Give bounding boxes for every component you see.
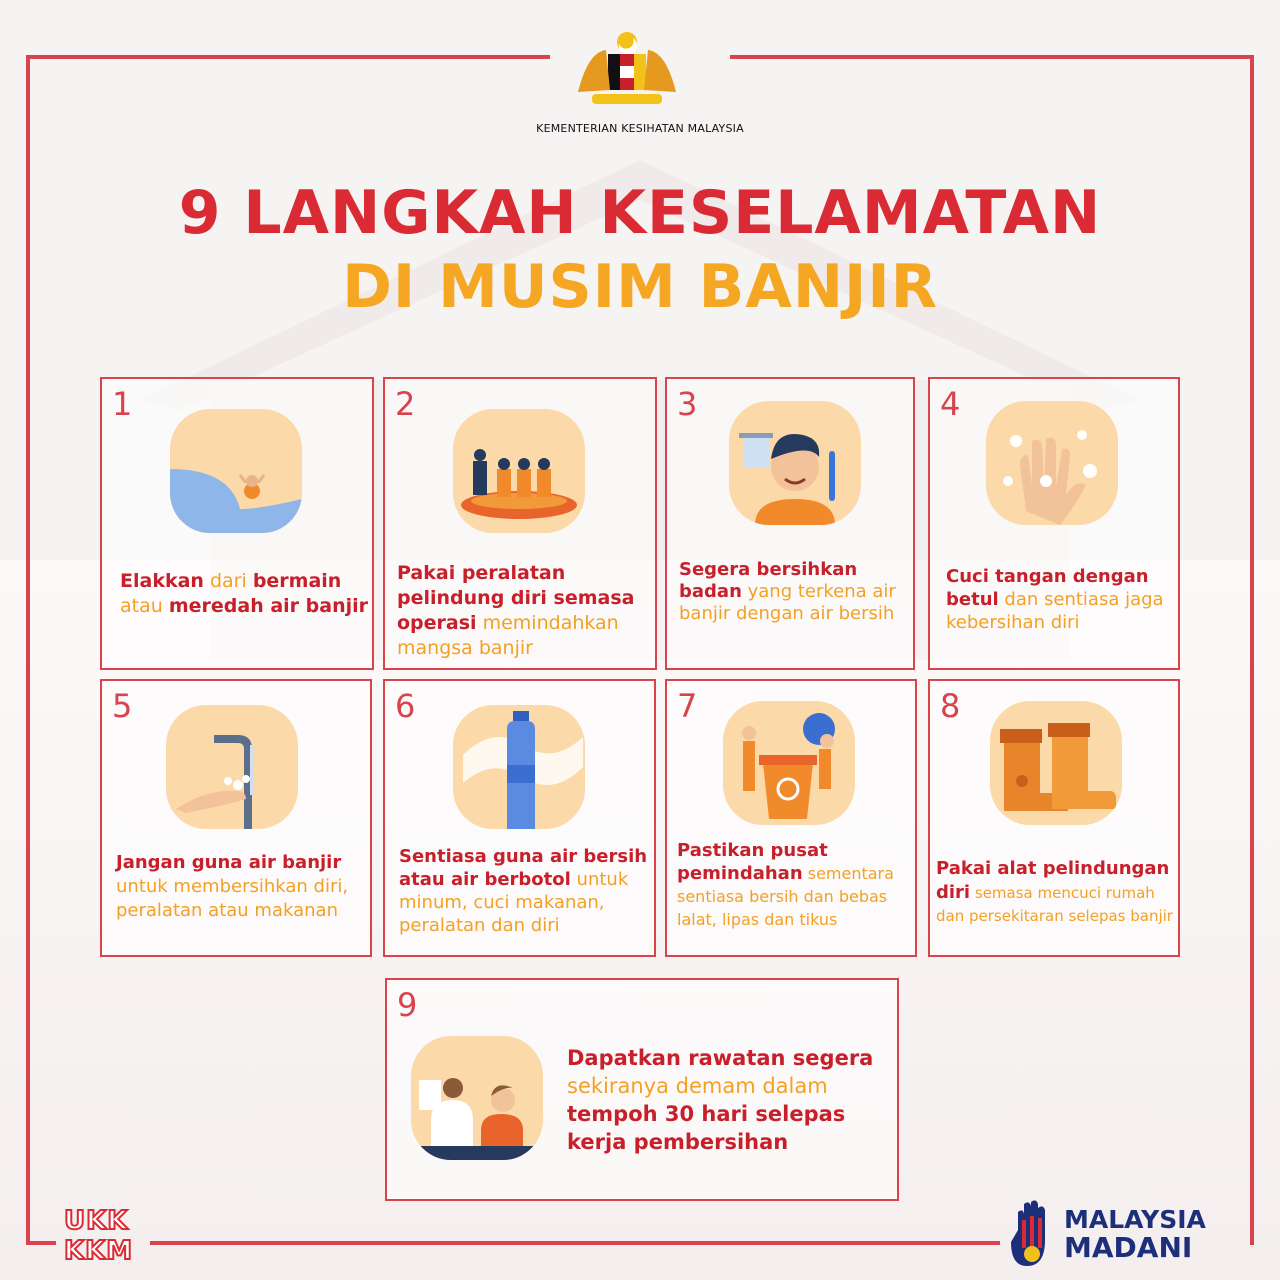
frame-bottom-mid [150, 1241, 1000, 1245]
step-text: Elakkan dari bermain atau meredah air banjir [120, 570, 368, 617]
madani-hand-icon [1010, 1200, 1060, 1270]
rescue-boat-icon [453, 409, 585, 533]
rubber-boots-icon [990, 701, 1122, 825]
water-bottle-icon [453, 705, 585, 829]
step-text: Jangan guna air banjir untuk membersihkan diri, peralatan atau makanan [116, 852, 349, 921]
step-card-9 [385, 978, 899, 1201]
step-number: 9 [397, 986, 418, 1024]
step-number: 5 [112, 687, 133, 725]
step-number: 7 [677, 687, 698, 725]
logo-line2: KKM [64, 1236, 134, 1266]
step-card-4 [928, 377, 1180, 670]
malaysia-madani-logo [1010, 1200, 1225, 1270]
tap-water-icon [166, 705, 298, 829]
malaysia-coat-of-arms-logo [572, 30, 682, 110]
logo-line1: UKK [64, 1206, 129, 1236]
step-number: 6 [395, 687, 416, 725]
frame-bottom-left [26, 1241, 56, 1245]
logo-line1: MALAYSIA [1064, 1205, 1206, 1234]
frame-top-right [730, 55, 1254, 59]
step-card-2 [383, 377, 657, 670]
step-text: Segera bersihkan badan yang terkena air banjir dengan air bersih [679, 559, 896, 624]
step-text: Dapatkan rawatan segera sekiranya demam dalam tempoh 30 hari selepas kerja pembersihan [567, 1046, 874, 1154]
man-with-toothbrush-icon [729, 401, 861, 525]
doctor-patient-icon [411, 1036, 543, 1160]
garbage-bin-cleaning-icon [723, 701, 855, 825]
frame-top-left [26, 55, 550, 59]
step-text: Pastikan pusat pemindahan sementara sentiasa bersih dan bebas lalat, lipas dan tikus [677, 840, 894, 929]
step-card-8 [928, 679, 1180, 957]
ukk-kkm-logo [64, 1206, 142, 1266]
step-card-1 [100, 377, 374, 670]
logo-line2: MADANI [1064, 1231, 1193, 1264]
drowning-child-icon [170, 409, 302, 533]
step-number: 3 [677, 385, 698, 423]
page-title-line2: DI MUSIM BANJIR [342, 252, 938, 322]
step-text: Cuci tangan dengan betul dan sentiasa jaga kebersihan diri [946, 566, 1164, 633]
step-card-5 [100, 679, 372, 957]
step-text: Pakai alat pelindungan diri semasa mencuci rumah dan persekitaran selepas banjir [936, 858, 1173, 925]
step-number: 1 [112, 385, 133, 423]
page-title-line1: 9 LANGKAH KESELAMATAN [178, 178, 1102, 248]
step-card-6 [383, 679, 656, 957]
step-text: Sentiasa guna air bersih atau air berbotol untuk minum, cuci makanan, peralatan dan diri [399, 846, 648, 936]
step-number: 2 [395, 385, 416, 423]
step-card-7 [665, 679, 917, 957]
hand-washing-icon [986, 401, 1118, 525]
step-number: 8 [940, 687, 961, 725]
step-text: Pakai peralatan pelindung diri semasa operasi memindahkan mangsa banjir [397, 562, 635, 659]
step-card-3 [665, 377, 915, 670]
step-number: 4 [940, 385, 961, 423]
ministry-name: KEMENTERIAN KESIHATAN MALAYSIA [536, 122, 744, 135]
